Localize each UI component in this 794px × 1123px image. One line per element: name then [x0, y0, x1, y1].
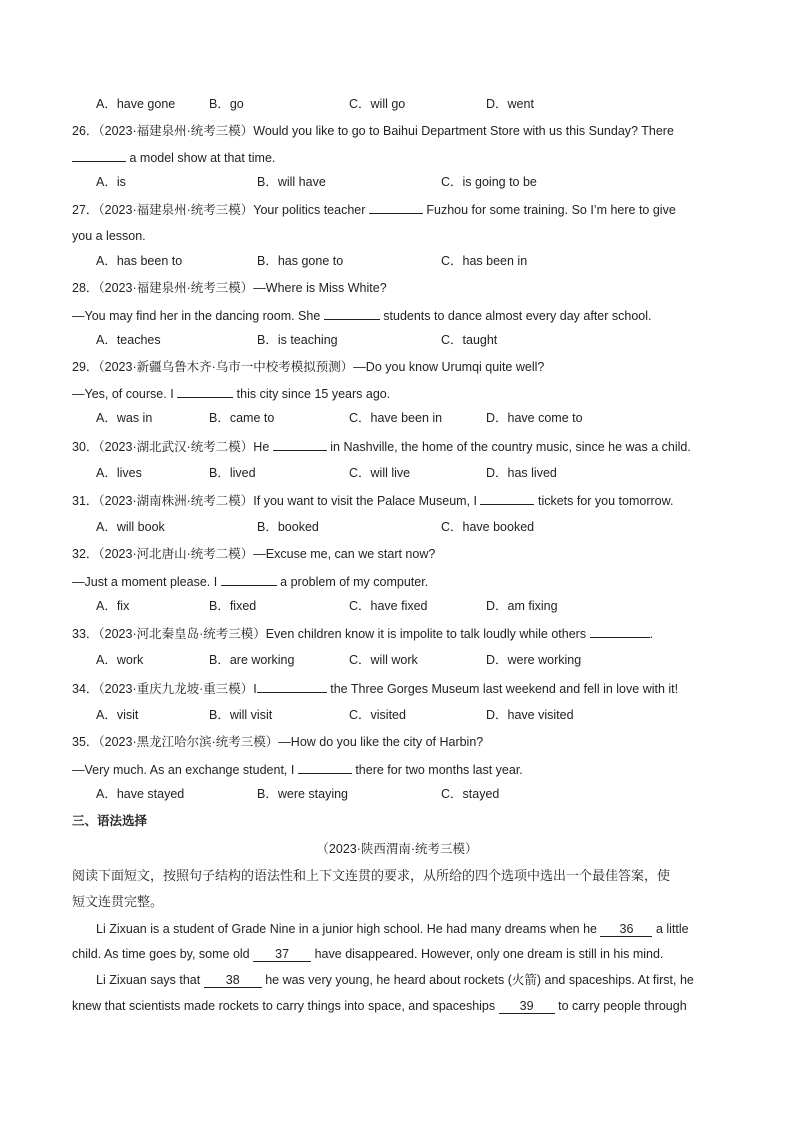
blank-39: 39: [499, 1000, 555, 1014]
option-d: D．have come to: [486, 411, 583, 425]
option-d: D．were working: [486, 653, 582, 667]
question-text: 27．（2023·福建泉州·统考三模）Your politics teacher: [72, 203, 366, 217]
passage-text: have disappeared. However, only one dream is still in his mind.: [314, 947, 664, 961]
question-text: students to dance almost every day after school.: [383, 309, 652, 323]
question-text: 34．（2023·重庆九龙坡·重三模）I: [72, 682, 257, 696]
option-a: A．visit: [96, 708, 139, 722]
question-text: —Yes, of course. I: [72, 387, 174, 401]
blank-38: 38: [204, 974, 262, 988]
option-b: B．will have: [257, 175, 326, 189]
passage-line-3: [96, 972, 694, 988]
answer-blank: [72, 149, 126, 162]
option-c: C．will go: [349, 97, 406, 111]
answer-blank: [177, 385, 233, 398]
instructions-cont: 短文连贯完整。: [72, 894, 164, 909]
section-heading: 三、语法选择: [72, 814, 148, 828]
option-a: A．have stayed: [96, 787, 185, 801]
passage-line-2: [72, 946, 663, 962]
question-34-stem: [72, 680, 678, 697]
blank-36: 36: [600, 923, 652, 937]
option-c: C．have fixed: [349, 599, 428, 613]
option-b: B．came to: [209, 411, 275, 425]
answer-blank: [273, 438, 327, 451]
question-33-stem: [72, 625, 653, 642]
option-a: A．has been to: [96, 254, 183, 268]
answer-blank: [480, 492, 534, 505]
option-c: C．has been in: [441, 254, 528, 268]
question-text: a model show at that time.: [129, 151, 276, 165]
question-text: tickets for you tomorrow.: [537, 494, 674, 508]
option-b: B．fixed: [209, 599, 257, 613]
option-d: D．went: [486, 97, 534, 111]
option-c: C．visited: [349, 708, 406, 722]
question-35-stem: 35．（2023·黑龙江哈尔滨·统考三模）—How do you like the city of Harbin?: [72, 735, 484, 749]
answer-blank: [590, 625, 650, 638]
question-31-stem: [72, 492, 673, 509]
passage-line-4: [72, 998, 687, 1014]
question-text: —Just a moment please. I: [72, 575, 218, 589]
option-a: A．was in: [96, 411, 153, 425]
option-c: C．stayed: [441, 787, 500, 801]
passage-text: he was very young, he heard about rockets (火箭) and spaceships. At first, he: [265, 973, 694, 987]
question-text: 31．（2023·湖南株洲·统考二模）If you want to visit the Palace Museum, I: [72, 494, 477, 508]
blank-37: 37: [253, 948, 311, 962]
question-29-stem-cont: [72, 385, 390, 402]
option-b: B．will visit: [209, 708, 273, 722]
option-c: C．have booked: [441, 520, 535, 534]
passage-text: a little: [655, 922, 689, 936]
question-text: the Three Gorges Museum last weekend and fell in love with it!: [330, 682, 679, 696]
option-d: D．have visited: [486, 708, 574, 722]
question-text: 33．（2023·河北秦皇岛·统考三模）Even children know it is impolite to talk loudly while others: [72, 627, 587, 641]
option-a: A．is: [96, 175, 126, 189]
answer-blank: [221, 573, 277, 586]
passage-text: child. As time goes by, some old: [72, 947, 250, 961]
question-26-stem: 26．（2023·福建泉州·统考三模）Would you like to go to Baihui Department Store with us this Sunday? There: [72, 124, 674, 138]
question-text: in Nashville, the home of the country music, since he was a child.: [330, 440, 691, 454]
answer-blank: [298, 761, 352, 774]
option-a: A．have gone: [96, 97, 176, 111]
question-29-stem: 29．（2023·新疆乌鲁木齐·乌市一中校考模拟预测）—Do you know Urumqi quite well?: [72, 360, 545, 374]
option-a: A．lives: [96, 466, 142, 480]
question-text: this city since 15 years ago.: [236, 387, 391, 401]
question-text: there for two months last year.: [355, 763, 523, 777]
option-a: A．will book: [96, 520, 165, 534]
question-32-stem: 32．（2023·河北唐山·统考二模）—Excuse me, can we start now?: [72, 547, 436, 561]
answer-blank: [257, 680, 327, 693]
question-26-stem-cont: [72, 149, 275, 166]
option-a: A．work: [96, 653, 144, 667]
passage-text: Li Zixuan is a student of Grade Nine in a junior high school. He had many dreams when he: [96, 922, 597, 936]
option-d: D．am fixing: [486, 599, 558, 613]
question-text: .: [649, 627, 654, 641]
option-c: C．will live: [349, 466, 411, 480]
option-b: B．booked: [257, 520, 319, 534]
question-27-stem: [72, 201, 676, 218]
question-27-stem-cont: you a lesson.: [72, 229, 146, 243]
option-b: B．has gone to: [257, 254, 344, 268]
answer-blank: [369, 201, 423, 214]
option-b: B．were staying: [257, 787, 349, 801]
passage-text: knew that scientists made rockets to carry things into space, and spaceships: [72, 999, 496, 1013]
option-b: B．is teaching: [257, 333, 338, 347]
question-30-stem: [72, 438, 691, 455]
option-c: C．taught: [441, 333, 498, 347]
option-d: D．has lived: [486, 466, 557, 480]
option-c: C．have been in: [349, 411, 443, 425]
question-text: Fuzhou for some training. So I’m here to give: [426, 203, 676, 217]
option-c: C．is going to be: [441, 175, 537, 189]
option-b: B．go: [209, 97, 244, 111]
question-text: —You may find her in the dancing room. She: [72, 309, 321, 323]
question-text: —Very much. As an exchange student, I: [72, 763, 295, 777]
passage-text: Li Zixuan says that: [96, 973, 201, 987]
instructions: 阅读下面短文，按照句子结构的语法性和上下文连贯的要求，从所给的四个选项中选出一个最佳答案，使: [72, 868, 671, 883]
option-b: B．lived: [209, 466, 256, 480]
option-b: B．are working: [209, 653, 295, 667]
question-text: 30．（2023·湖北武汉·统考二模）He: [72, 440, 270, 454]
question-28-stem: 28．（2023·福建泉州·统考三模）—Where is Miss White?: [72, 281, 387, 295]
question-text: a problem of my computer.: [280, 575, 429, 589]
question-32-stem-cont: [72, 573, 428, 590]
passage-text: to carry people through: [558, 999, 687, 1013]
question-28-stem-cont: [72, 307, 651, 324]
option-a: A．teaches: [96, 333, 161, 347]
option-c: C．will work: [349, 653, 418, 667]
option-a: A．fix: [96, 599, 130, 613]
passage-line-1: [96, 921, 689, 937]
question-35-stem-cont: [72, 761, 523, 778]
answer-blank: [324, 307, 380, 320]
passage-source: （2023·陕西渭南·统考三模）: [316, 842, 478, 856]
